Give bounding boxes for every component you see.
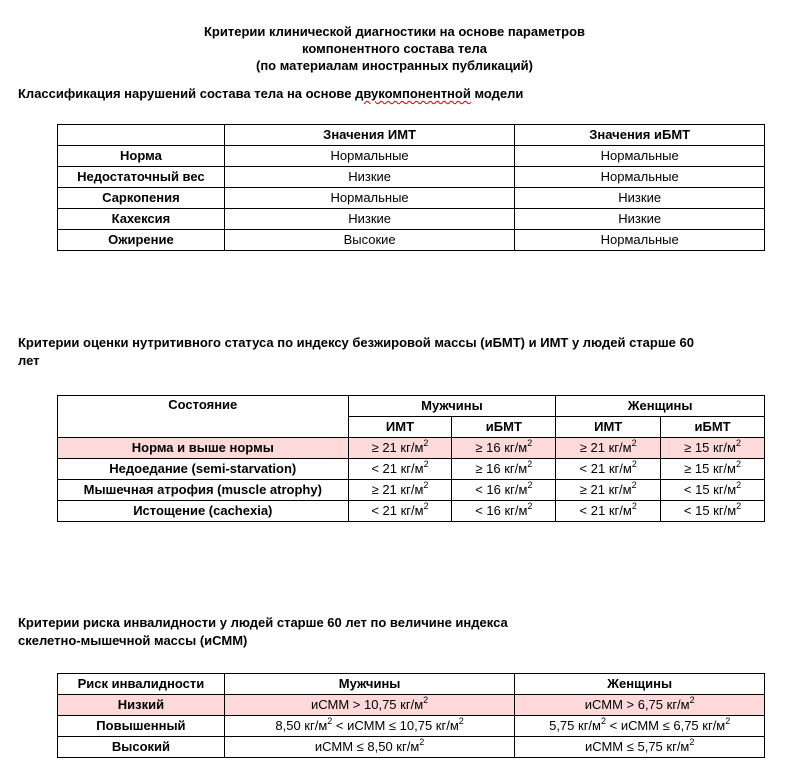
- unit-exponent: 2: [527, 501, 533, 511]
- men-imt-value: ≥ 21 $кг/м^2$: [348, 438, 452, 459]
- women-criteria: иСММ ≤ 5,75 $кг/м^2$: [515, 737, 765, 758]
- table-row: [58, 716, 765, 737]
- men-ibmt-value: < 16 $кг/м^2$: [452, 480, 556, 501]
- women-imt-value: ≥ 21 $кг/м^2$: [556, 438, 661, 459]
- subheader-men-imt: ИМТ: [348, 417, 452, 438]
- unit-exponent: 2: [689, 695, 695, 705]
- row-label: Недоедание (semi-starvation): [58, 459, 349, 480]
- unit-exponent: 2: [419, 737, 425, 747]
- table-row: [58, 188, 765, 209]
- women-ibmt-value: < 15 $кг/м^2$: [661, 501, 765, 522]
- women-criteria: иСММ > 6,75 $кг/м^2$: [515, 695, 765, 716]
- section3-heading: [18, 614, 508, 650]
- men-criteria: 8,50 $кг/м^2$ < иСММ ≤ 10,75 $кг/м^2$: [224, 716, 515, 737]
- nutritional-status-table: [57, 395, 765, 522]
- header-men: Мужчины: [348, 396, 556, 417]
- header-cell-imt: Значения ИМТ: [224, 125, 515, 146]
- title-line: (по материалам иностранных публикаций): [256, 58, 533, 73]
- women-criteria: 5,75 $кг/м^2$ < иСММ ≤ 6,75 $кг/м^2$: [515, 716, 765, 737]
- header-cell-ibmt: Значения иБМТ: [515, 125, 765, 146]
- unit-exponent: 2: [601, 716, 607, 726]
- body-composition-classification-table: [57, 124, 765, 251]
- ibmt-value: Нормальные: [515, 146, 765, 167]
- unit-exponent: 2: [327, 716, 333, 726]
- men-criteria: иСММ > 10,75 $кг/м^2$: [224, 695, 515, 716]
- unit-exponent: 2: [725, 716, 731, 726]
- unit-exponent: 2: [423, 501, 429, 511]
- imt-value: Высокие: [224, 230, 515, 251]
- header-women: Женщины: [556, 396, 765, 417]
- subheader-women-imt: ИМТ: [556, 417, 661, 438]
- table-row: [58, 146, 765, 167]
- unit-exponent: 2: [735, 459, 741, 469]
- table-row: [58, 230, 765, 251]
- ibmt-value: Низкие: [515, 188, 765, 209]
- ibmt-value: Нормальные: [515, 167, 765, 188]
- heading-line: Критерии риска инвалидности у людей старше 60 лет по величине индекса: [18, 615, 508, 630]
- header-women: Женщины: [515, 674, 765, 695]
- unit-exponent: 2: [631, 480, 637, 490]
- table-header-row: [58, 125, 765, 146]
- document-title: [0, 24, 789, 75]
- header-risk: Риск инвалидности: [58, 674, 225, 695]
- table-row: [58, 438, 765, 459]
- unit-exponent: 2: [735, 438, 741, 448]
- women-ibmt-value: < 15 $кг/м^2$: [661, 480, 765, 501]
- row-label: Норма и выше нормы: [58, 438, 349, 459]
- women-imt-value: < 21 $кг/м^2$: [556, 501, 661, 522]
- unit-exponent: 2: [631, 501, 637, 511]
- row-label: Саркопения: [58, 188, 225, 209]
- subheader-women-ibmt: иБМТ: [661, 417, 765, 438]
- women-imt-value: < 21 $кг/м^2$: [556, 459, 661, 480]
- women-imt-value: ≥ 21 $кг/м^2$: [556, 480, 661, 501]
- imt-value: Низкие: [224, 167, 515, 188]
- title-line: Критерии клинической диагностики на основе параметров: [204, 24, 585, 39]
- imt-value: Нормальные: [224, 188, 515, 209]
- table-header-row: [58, 674, 765, 695]
- ibmt-value: Нормальные: [515, 230, 765, 251]
- imt-value: Нормальные: [224, 146, 515, 167]
- heading-text: Классификация нарушений состава тела на основе: [18, 86, 356, 101]
- row-label: Ожирение: [58, 230, 225, 251]
- unit-exponent: 2: [736, 480, 742, 490]
- heading-line: лет: [18, 353, 40, 368]
- unit-exponent: 2: [423, 459, 429, 469]
- imt-value: Низкие: [224, 209, 515, 230]
- subheader-men-ibmt: иБМТ: [452, 417, 556, 438]
- unit-exponent: 2: [423, 695, 429, 705]
- header-cell-empty: [58, 125, 225, 146]
- heading-line: скелетно-мышечной массы (иСММ): [18, 633, 248, 648]
- men-imt-value: ≥ 21 $кг/м^2$: [348, 480, 452, 501]
- men-imt-value: < 21 $кг/м^2$: [348, 459, 452, 480]
- women-ibmt-value: ≥ 15 $кг/м^2$: [661, 438, 765, 459]
- men-criteria: иСММ ≤ 8,50 $кг/м^2$: [224, 737, 515, 758]
- row-label: Высокий: [58, 737, 225, 758]
- title-line: компонентного состава тела: [302, 41, 487, 56]
- heading-line: Критерии оценки нутритивного статуса по индексу безжировой массы (иБМТ) и ИМТ у людей старше 60: [18, 335, 694, 350]
- row-label: Недостаточный вес: [58, 167, 225, 188]
- table-header-row: [58, 396, 765, 417]
- unit-exponent: 2: [527, 438, 533, 448]
- row-label: Норма: [58, 146, 225, 167]
- unit-exponent: 2: [458, 716, 464, 726]
- heading-text: модели: [470, 86, 524, 101]
- unit-exponent: 2: [527, 480, 533, 490]
- unit-exponent: 2: [631, 438, 637, 448]
- unit-exponent: 2: [527, 459, 533, 469]
- row-label: Кахексия: [58, 209, 225, 230]
- men-ibmt-value: ≥ 16 $кг/м^2$: [452, 459, 556, 480]
- unit-exponent: 2: [423, 480, 429, 490]
- table-row: [58, 695, 765, 716]
- men-ibmt-value: ≥ 16 $кг/м^2$: [452, 438, 556, 459]
- table-row: [58, 737, 765, 758]
- table-row: [58, 459, 765, 480]
- table-row: [58, 480, 765, 501]
- table-row: [58, 501, 765, 522]
- unit-exponent: 2: [423, 438, 429, 448]
- spellcheck-underlined-word: двукомпонентной: [355, 86, 471, 101]
- unit-exponent: 2: [736, 501, 742, 511]
- row-label: Истощение (cachexia): [58, 501, 349, 522]
- men-ibmt-value: < 16 $кг/м^2$: [452, 501, 556, 522]
- unit-exponent: 2: [631, 459, 637, 469]
- row-label: Мышечная атрофия (muscle atrophy): [58, 480, 349, 501]
- disability-risk-table: [57, 673, 765, 758]
- ibmt-value: Низкие: [515, 209, 765, 230]
- section1-heading: [18, 85, 523, 103]
- men-imt-value: < 21 $кг/м^2$: [348, 501, 452, 522]
- women-ibmt-value: ≥ 15 $кг/м^2$: [661, 459, 765, 480]
- unit-exponent: 2: [689, 737, 695, 747]
- header-state: Состояние: [58, 396, 349, 438]
- table-row: [58, 209, 765, 230]
- header-men: Мужчины: [224, 674, 515, 695]
- row-label: Повышенный: [58, 716, 225, 737]
- table-row: [58, 167, 765, 188]
- section2-heading: [18, 334, 694, 370]
- row-label: Низкий: [58, 695, 225, 716]
